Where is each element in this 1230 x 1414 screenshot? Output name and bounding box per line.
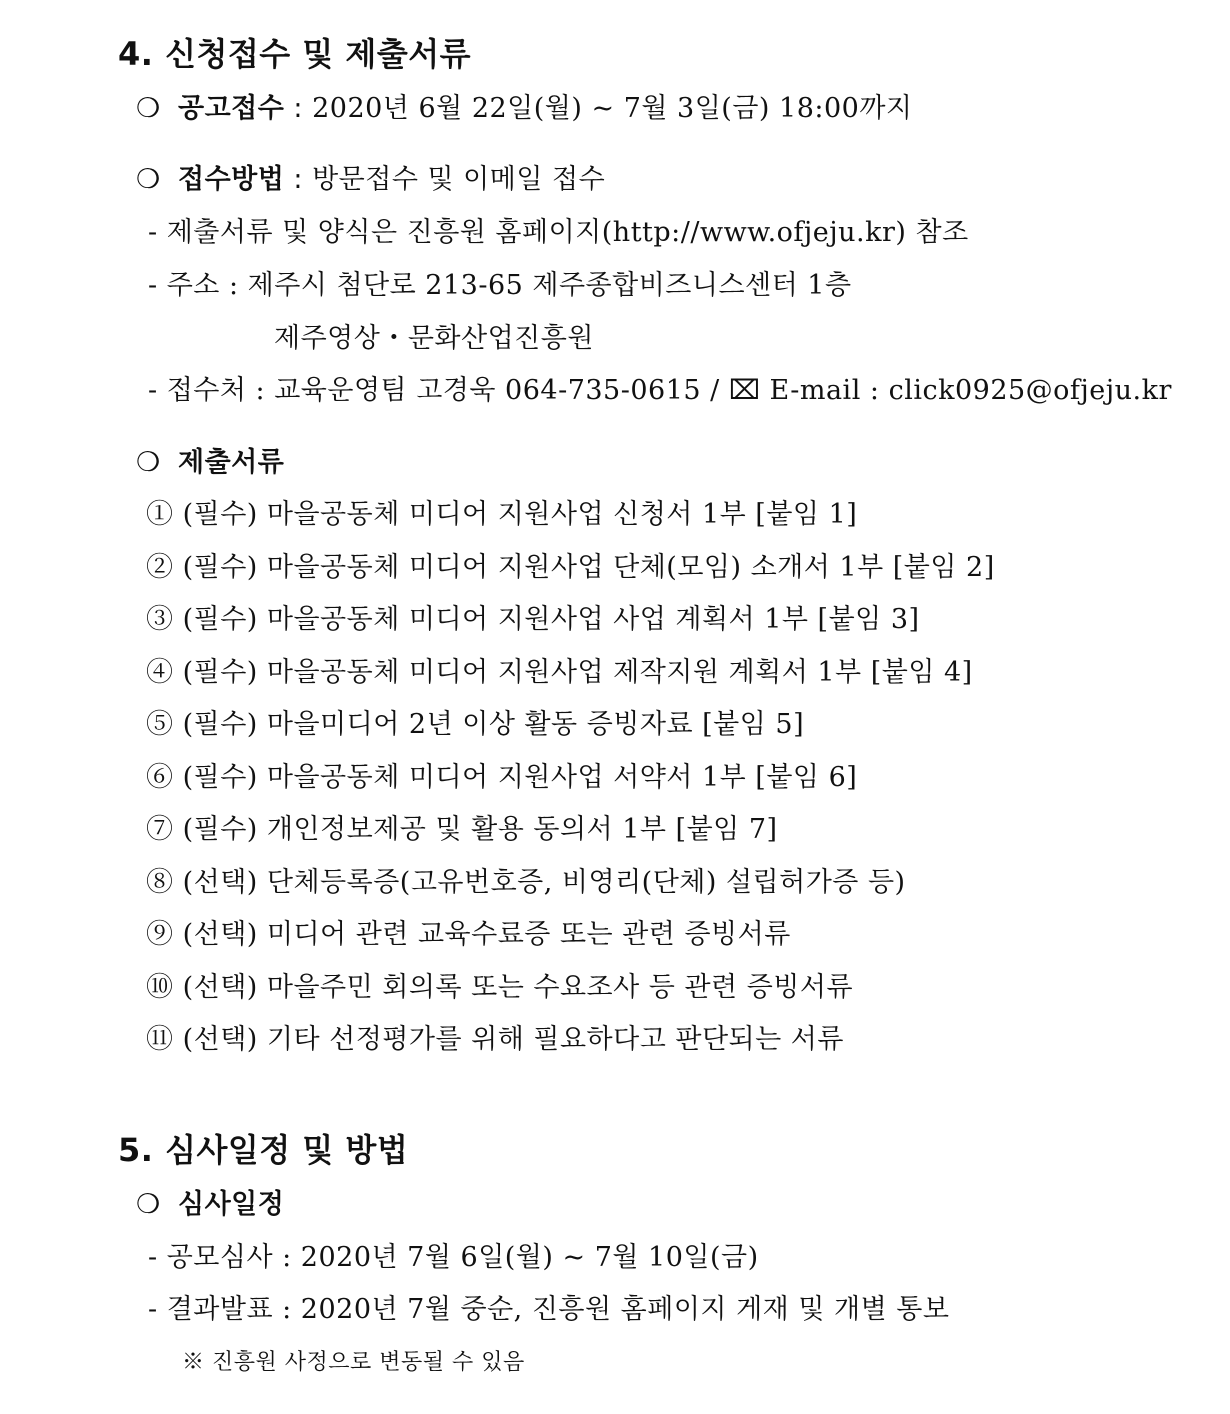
document-item: ⑤ (필수) 마을미디어 2년 이상 활동 증빙자료 [붙임 5] (146, 709, 805, 740)
review-schedule-row (136, 1188, 284, 1222)
document-item: ⑩ (선택) 마을주민 회의록 또는 수요조사 등 관련 증빙서류 (146, 972, 854, 1003)
schedule-note: ※ 진흥원 사정으로 변동될 수 있음 (182, 1350, 525, 1375)
document-item: ⑥ (필수) 마을공동체 미디어 지원사업 서약서 1부 [붙임 6] (146, 762, 858, 793)
review-schedule-label: 심사일정 (178, 1189, 285, 1220)
address-organization-line: 제주영상・문화산업진흥원 (274, 323, 594, 354)
reception-method-value: 방문접수 및 이메일 접수 (312, 164, 606, 195)
document-item: ⑦ (필수) 개인정보제공 및 활용 동의서 1부 [붙임 7] (146, 814, 778, 845)
document-item: ⑧ (선택) 단체등록증(고유번호증, 비영리(단체) 설립허가증 등) (146, 867, 906, 898)
document-item: ③ (필수) 마을공동체 미디어 지원사업 사업 계획서 1부 [붙임 3] (146, 604, 920, 635)
reception-period-value: 2020년 6월 22일(월) ~ 7월 3일(금) 18:00까지 (312, 93, 913, 124)
forms-reference-line: - 제출서류 및 양식은 진흥원 홈페이지(http://www.ofjeju.kr) 참조 (148, 217, 969, 248)
document-item: ② (필수) 마을공동체 미디어 지원사업 단체(모임) 소개서 1부 [붙임 2] (146, 552, 995, 583)
contact-line: - 접수처 : 교육운영팀 고경욱 064-735-0615 / ⌧ E-mail : click0925@ofjeju.kr (148, 375, 1172, 406)
circle-bullet-icon: ❍ (136, 164, 161, 195)
label-separator: : (284, 164, 313, 195)
circle-bullet-icon: ❍ (136, 447, 161, 478)
section-5-heading: 5. 심사일정 및 방법 (118, 1131, 409, 1169)
document-item: ⑨ (선택) 미디어 관련 교육수료증 또는 관련 증빙서류 (146, 919, 791, 950)
circle-bullet-icon: ❍ (136, 1189, 161, 1220)
document-item: ⑪ (선택) 기타 선정평가를 위해 필요하다고 판단되는 서류 (146, 1024, 844, 1055)
section-4-heading: 4. 신청접수 및 제출서류 (118, 35, 472, 73)
reception-period-label: 공고접수 (178, 93, 285, 124)
address-line: - 주소 : 제주시 첨단로 213-65 제주종합비즈니스센터 1층 (148, 270, 852, 301)
document-item: ④ (필수) 마을공동체 미디어 지원사업 제작지원 계획서 1부 [붙임 4] (146, 657, 973, 688)
label-separator: : (284, 93, 313, 124)
reception-period-row (136, 92, 913, 126)
documents-row (136, 446, 284, 480)
result-announcement-line: - 결과발표 : 2020년 7월 중순, 진흥원 홈페이지 게재 및 개별 통보 (148, 1294, 950, 1325)
document-item: ① (필수) 마을공동체 미디어 지원사업 신청서 1부 [붙임 1] (146, 499, 858, 530)
reception-method-label: 접수방법 (178, 164, 285, 195)
review-period-line: - 공모심사 : 2020년 7월 6일(월) ~ 7월 10일(금) (148, 1242, 759, 1273)
reception-method-row (136, 163, 605, 197)
circle-bullet-icon: ❍ (136, 93, 161, 124)
documents-label: 제출서류 (178, 447, 285, 478)
